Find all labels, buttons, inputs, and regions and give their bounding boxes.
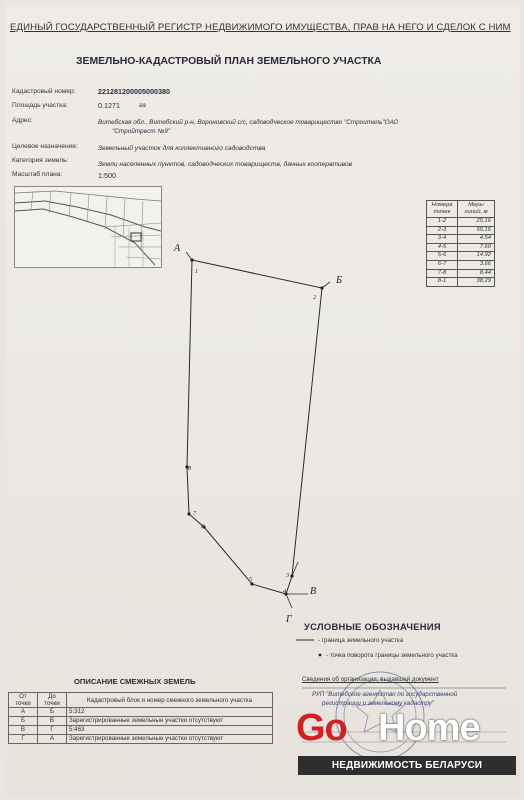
table-row [9, 726, 273, 735]
turn-point [190, 258, 193, 261]
watermark-tagline: НЕДВИЖИМОСТЬ БЕЛАРУСИ [298, 756, 516, 775]
issuer-name-line-2: регистрации и земельному кадастру" [322, 700, 434, 707]
points-cell: 4-5 [427, 243, 458, 252]
to-column-header: До точки [38, 693, 67, 708]
point-label-2: 2 [313, 294, 317, 301]
points-cell: 5-6 [427, 252, 458, 261]
issuer-info-heading: Сведения об организации, выдавшей документ [302, 676, 439, 683]
turn-point [290, 574, 293, 577]
description-column-header: Кадастровый блок и номер смежного земельного участка [67, 693, 273, 708]
point-label-6: 6 [201, 523, 205, 530]
to-cell: А [38, 735, 67, 744]
watermark-logo-go: Go [296, 707, 347, 749]
scale-label: Масштаб плана: [12, 171, 63, 178]
scale-value: 1:500 [98, 171, 116, 180]
purpose-label: Целевое назначение: [12, 143, 78, 150]
points-cell: 3-4 [427, 235, 458, 244]
length-cell: 8.44 [458, 269, 495, 278]
land-category-value: Земли населенных пунктов, садоводческих товариществ, дачных кооперативов [98, 161, 353, 168]
watermark-logo-home: Home [378, 707, 480, 749]
from-cell: Б [9, 717, 38, 726]
address-label: Адрес: [12, 117, 33, 124]
corner-label-a: А [174, 243, 181, 254]
cadastral-number-value: 221281200005000380 [98, 87, 170, 96]
address-line-1: Витебская обл., Витебский р-н, Вороновский с/с, садоводческое товарищество "Строитель"ОАО [98, 119, 399, 126]
legend-point-symbol [319, 654, 322, 657]
points-cell: 8-1 [427, 278, 458, 287]
document-title: ЗЕМЕЛЬНО-КАДАСТРОВЫЙ ПЛАН ЗЕМЕЛЬНОГО УЧАСТКА [76, 56, 382, 67]
description-cell: 5:312 [67, 708, 273, 717]
corner-label-g: Г [286, 614, 292, 625]
to-cell: Б [38, 708, 67, 717]
to-cell: Г [38, 726, 67, 735]
from-cell: Г [9, 735, 38, 744]
description-cell: 5:463 [67, 726, 273, 735]
point-label-3: 3 [286, 572, 290, 579]
from-cell: В [9, 726, 38, 735]
point-label-7: 7 [193, 510, 197, 517]
turn-point [187, 512, 190, 515]
corner-label-b: Б [336, 275, 342, 286]
address-line-2: "Стройтрест №9" [112, 128, 171, 135]
points-cell: 2-3 [427, 226, 458, 235]
to-cell: В [38, 717, 67, 726]
cadastral-number-label: Кадастровый номер: [12, 88, 76, 95]
length-cell: 38.29 [458, 278, 495, 287]
area-label: Площадь участка: [12, 102, 68, 109]
land-category-label: Категория земель: [12, 157, 69, 164]
issuer-name-line-1: РУП "Витебское агентство по государственной [312, 691, 458, 698]
adjacent-lands-title: ОПИСАНИЕ СМЕЖНЫХ ЗЕМЕЛЬ [74, 677, 196, 686]
points-cell: 1-2 [427, 218, 458, 227]
length-cell: 14.92 [458, 252, 495, 261]
point-label-5: 5 [249, 576, 253, 583]
table-row [9, 708, 273, 717]
description-cell: Зарегистрированные земельные участки отсутствуют [67, 717, 273, 726]
from-column-header: От точки [9, 693, 38, 708]
corner-label-v: В [310, 586, 317, 597]
legend-point-text: - точка поворота границы земельного участка [326, 652, 458, 659]
table-row [9, 735, 273, 744]
length-cell: 4.54 [458, 235, 495, 244]
purpose-value: Земельный участок для коллективного садоводства [98, 145, 266, 152]
length-cell: 7.60 [458, 243, 495, 252]
adjacent-lands-table [8, 692, 273, 744]
turn-point [320, 286, 323, 289]
plot-boundary [187, 260, 322, 594]
table-row [9, 717, 273, 726]
lengths-column-header: Меры линий, м [458, 201, 495, 218]
description-cell: Зарегистрированные земельные участки отсутствуют [67, 735, 273, 744]
length-cell: 55.16 [458, 226, 495, 235]
points-column-header: Номера точек [427, 201, 458, 218]
length-cell: 25.16 [458, 218, 495, 227]
points-cell: 6-7 [427, 260, 458, 269]
from-cell: А [9, 708, 38, 717]
point-label-8: 8 [188, 465, 192, 472]
registry-header: ЕДИНЫЙ ГОСУДАРСТВЕННЫЙ РЕГИСТР НЕДВИЖИМОГО ИМУЩЕСТВА, ПРАВ НА НЕГО И СДЕЛОК С НИМ [10, 22, 511, 33]
length-cell: 3.66 [458, 260, 495, 269]
point-label-1: 1 [195, 268, 199, 275]
legend-boundary-text: - граница земельного участка [318, 637, 404, 644]
points-cell: 7-8 [427, 269, 458, 278]
point-label-4: 4 [283, 588, 287, 595]
legend-title: УСЛОВНЫЕ ОБОЗНАЧЕНИЯ [304, 621, 441, 632]
document-sheet [6, 4, 520, 796]
area-unit: га [139, 102, 146, 109]
area-value: 0.1271 [98, 101, 120, 110]
